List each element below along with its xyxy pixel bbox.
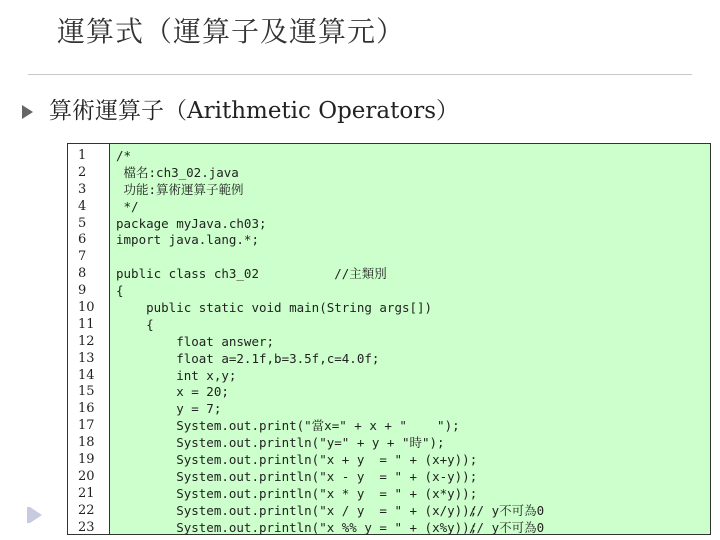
- code-line: [116, 165, 710, 182]
- code-line: [116, 182, 710, 199]
- code-line: [116, 199, 710, 216]
- code-line: [116, 435, 710, 452]
- code-line: [116, 232, 710, 249]
- code-line: [116, 384, 710, 401]
- line-number: 15: [78, 384, 95, 400]
- line-number: 10: [78, 300, 95, 316]
- line-number: 22: [78, 502, 95, 518]
- code-text: public class ch3_02 //主類別: [116, 266, 387, 282]
- line-number-gutter: [68, 144, 110, 534]
- line-number: 6: [78, 232, 87, 248]
- line-number: 3: [78, 181, 87, 197]
- code-text: System.out.println("x %% y = " + (x%y));: [116, 519, 478, 535]
- code-line: [116, 216, 710, 233]
- code-text: x = 20;: [116, 384, 229, 400]
- code-text: System.out.println("x / y = " + (x/y));: [116, 502, 478, 518]
- triangle-bullet-icon: [22, 105, 33, 119]
- code-text: {: [116, 283, 124, 299]
- code-text: System.out.println("x - y = " + (x-y));: [116, 468, 478, 484]
- code-line: [116, 266, 710, 283]
- code-comment: // y不可為0: [469, 502, 545, 518]
- code-text: float a=2.1f,b=3.5f,c=4.0f;: [116, 350, 380, 366]
- line-number: 2: [78, 164, 87, 180]
- line-number: 12: [78, 333, 95, 349]
- line-number: 9: [78, 283, 87, 299]
- line-number: 4: [78, 198, 87, 214]
- line-number: 16: [78, 401, 95, 417]
- code-line: [116, 520, 710, 537]
- code-listing: [67, 143, 711, 535]
- code-line: [116, 300, 710, 317]
- line-number: 1: [78, 148, 87, 163]
- code-line: [116, 283, 710, 300]
- code-line: [116, 317, 710, 334]
- code-line: [116, 249, 710, 266]
- code-text: 檔名:ch3_02.java: [116, 164, 239, 180]
- bullet-text: 算術運算子（Arithmetic Operators）: [49, 98, 460, 124]
- line-number: 21: [78, 485, 95, 501]
- line-number: 5: [78, 215, 87, 231]
- code-body: [110, 144, 710, 534]
- line-number: 23: [78, 519, 95, 535]
- code-text: import java.lang.*;: [116, 232, 259, 248]
- slide-nav-icon[interactable]: [30, 507, 42, 523]
- code-text: y = 7;: [116, 401, 222, 417]
- code-text: 功能:算術運算子範例: [116, 181, 244, 197]
- code-comment: // y不可為0: [469, 519, 545, 535]
- line-number: 18: [78, 435, 95, 451]
- code-text: {: [116, 316, 154, 332]
- code-line: [116, 469, 710, 486]
- code-text: public static void main(String args[]): [116, 300, 433, 316]
- code-line: [116, 148, 710, 165]
- code-text: System.out.print("當x=" + x + " ");: [116, 418, 460, 434]
- code-line: [116, 486, 710, 503]
- code-line: [116, 334, 710, 351]
- line-number: 14: [78, 367, 95, 383]
- line-number: 11: [78, 316, 95, 332]
- line-number: 19: [78, 452, 95, 468]
- line-number: 8: [78, 266, 87, 282]
- line-number: 17: [78, 418, 95, 434]
- code-line: [116, 351, 710, 368]
- title-divider: [28, 74, 692, 75]
- bullet-item: [22, 92, 459, 125]
- code-line: [116, 368, 710, 385]
- code-text: package myJava.ch03;: [116, 215, 267, 231]
- code-text: /*: [116, 148, 132, 163]
- code-text: System.out.println("y=" + y + "時");: [116, 435, 445, 451]
- code-text: System.out.println("x + y = " + (x+y));: [116, 452, 478, 468]
- code-line: [116, 401, 710, 418]
- code-text: */: [116, 198, 139, 214]
- code-text: int x,y;: [116, 367, 237, 383]
- slide-title: 運算式（運算子及運算元）: [57, 15, 406, 48]
- line-number: 13: [78, 350, 95, 366]
- line-number: 20: [78, 468, 95, 484]
- code-line: [116, 418, 710, 435]
- code-text: System.out.println("x * y = " + (x*y));: [116, 485, 478, 501]
- code-text: float answer;: [116, 333, 275, 349]
- code-line: [116, 452, 710, 469]
- line-number: 7: [78, 249, 87, 265]
- code-line: [116, 503, 710, 520]
